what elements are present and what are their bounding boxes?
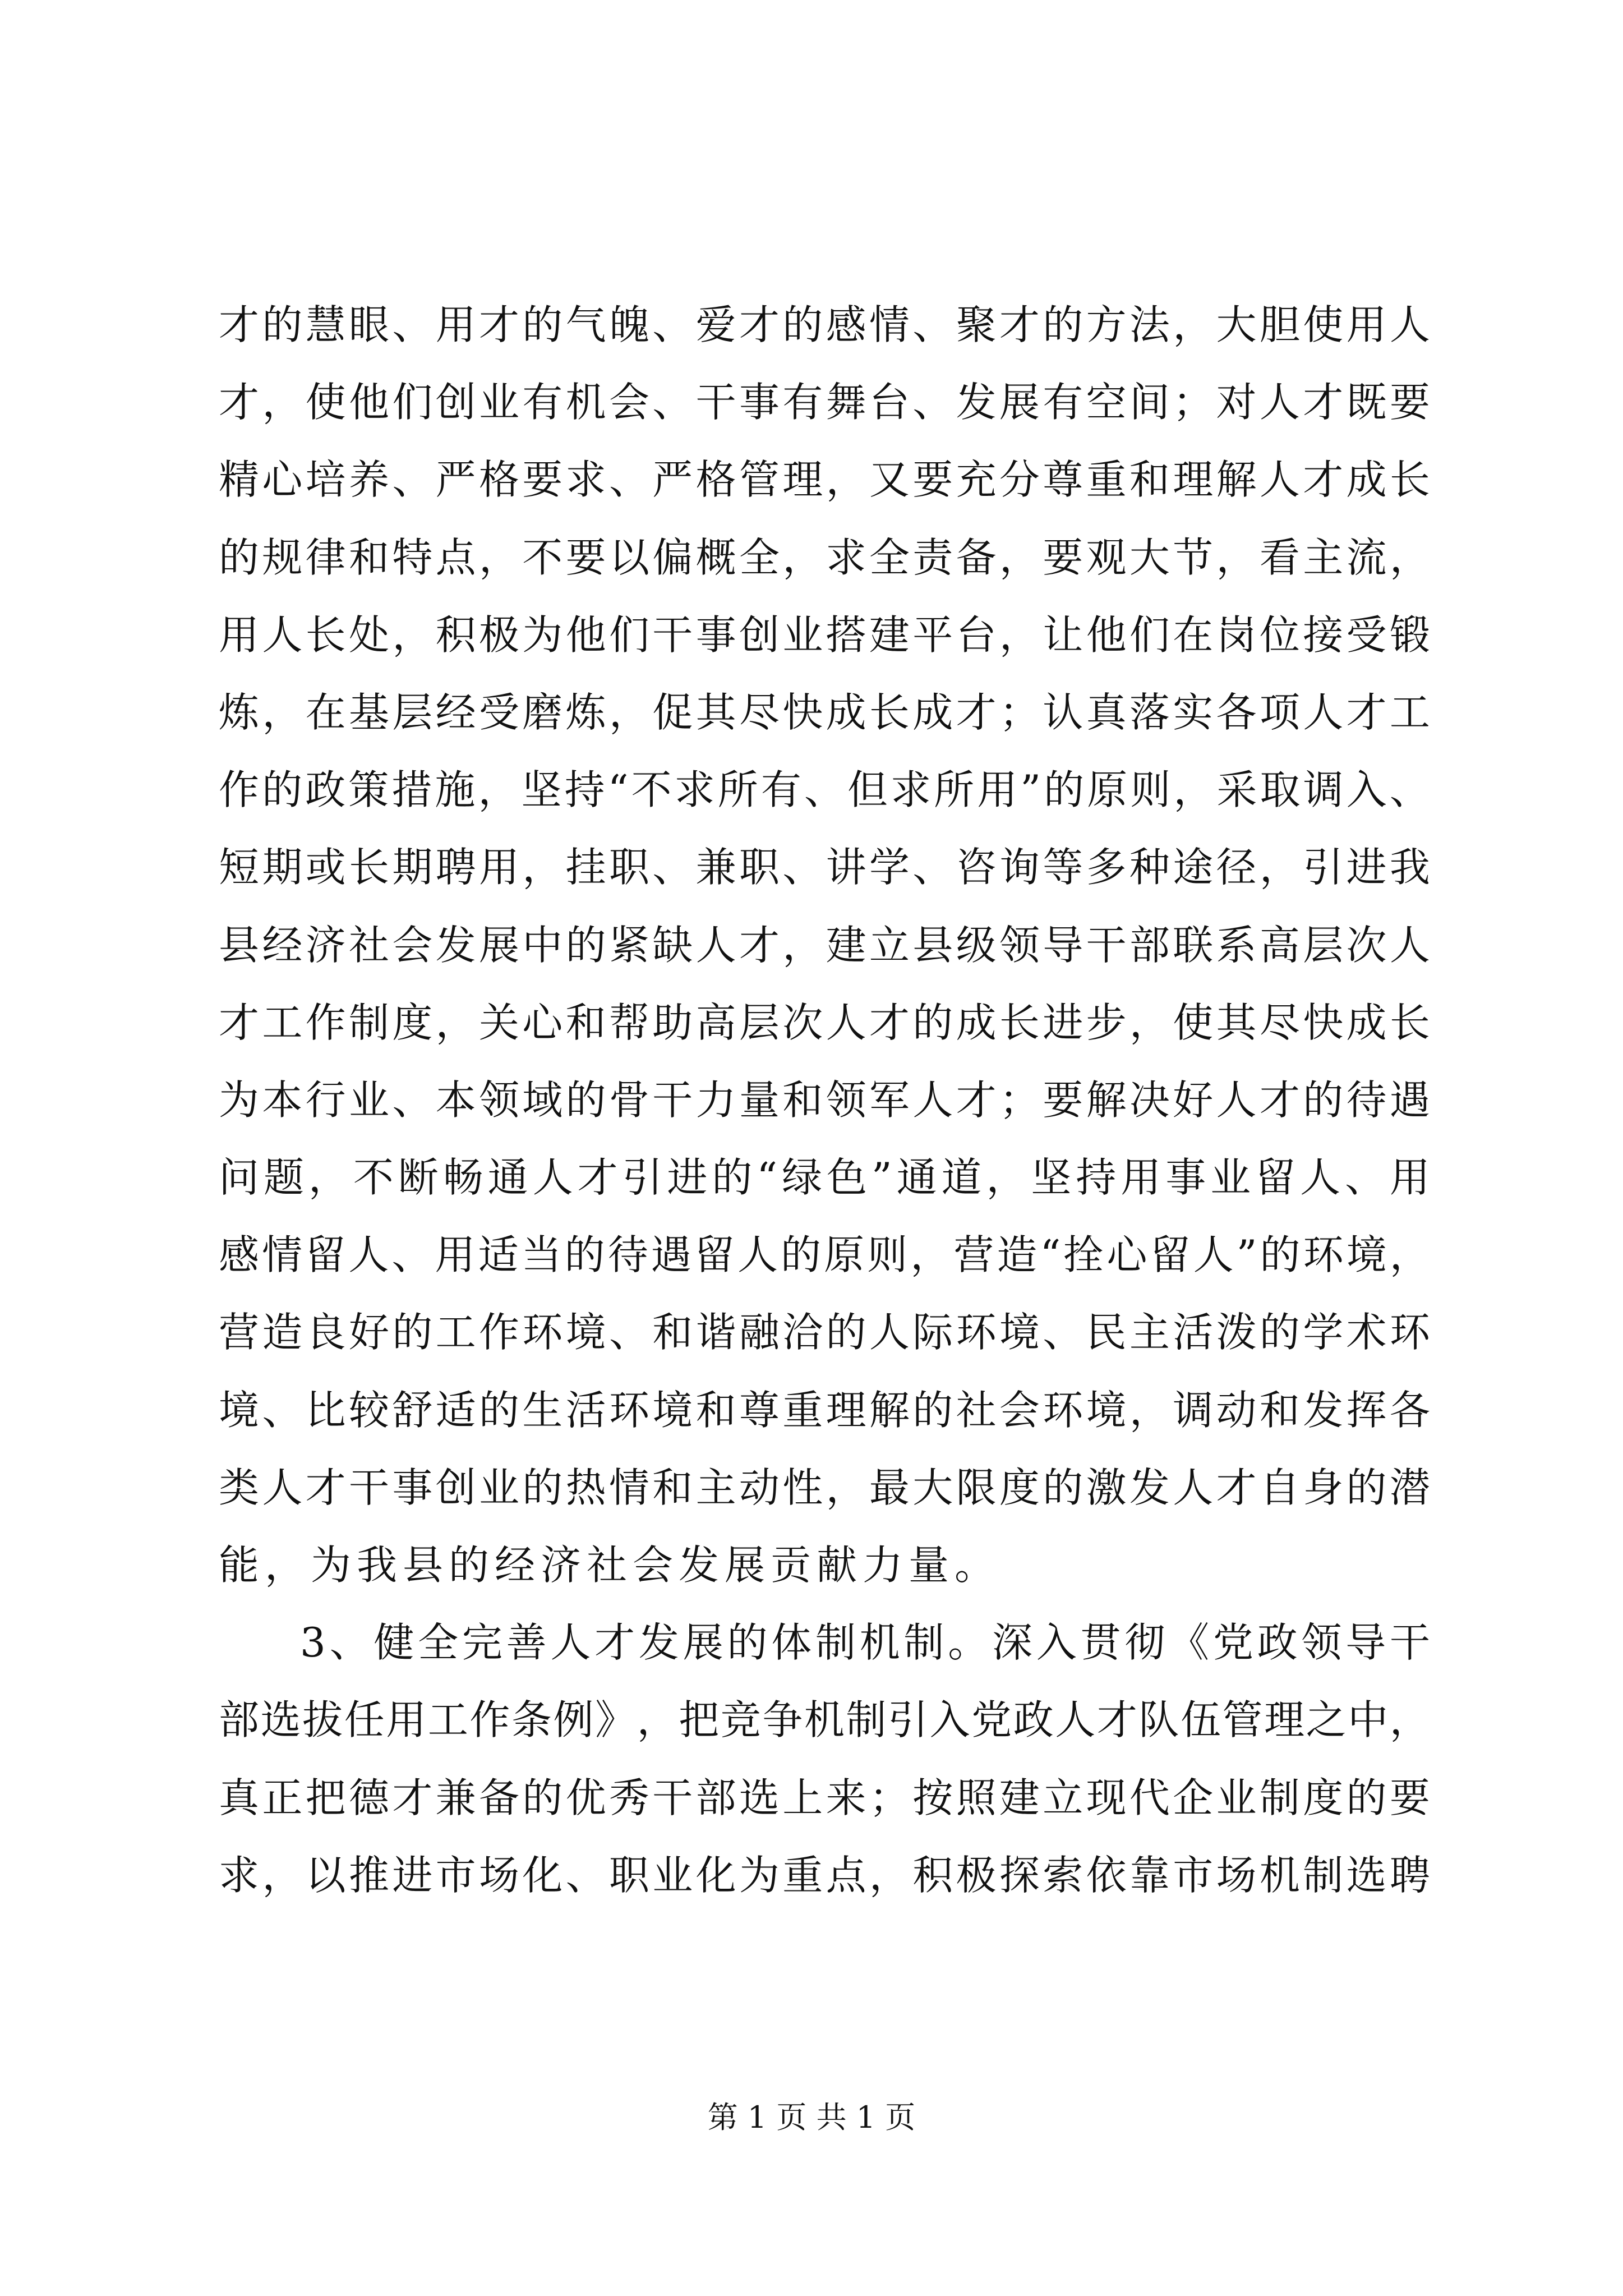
text-line: 县 经 济 社 会 发 展 中 的 紧 缺 人 才 ， 建 立 县 级 领 导 干 部 联 系 高 层 次 人 bbox=[219, 921, 1430, 969]
text-line: 感 情 留 人 、 用 适 当 的 待 遇 留 人 的 原 则 ， 营 造 “ 拴 心 留 人 ” 的 环 境 ， bbox=[219, 1231, 1430, 1279]
text-line: 精 心 培 养 、 严 格 要 求 、 严 格 管 理 ， 又 要 充 分 尊 重 和 理 解 人 才 成 长 bbox=[219, 456, 1430, 504]
text-line: 才 ， 使 他 们 创 业 有 机 会 、 干 事 有 舞 台 、 发 展 有 空 间 ； 对 人 才 既 要 bbox=[219, 379, 1430, 426]
text-line: 短 期 或 长 期 聘 用 ， 挂 职 、 兼 职 、 讲 学 、 咨 询 等 多 种 途 径 ， 引 进 我 bbox=[219, 844, 1430, 891]
text-line: 求 ， 以 推 进 市 场 化 、 职 业 化 为 重 点 ， 积 极 探 索 依 靠 市 场 机 制 选 聘 bbox=[219, 1851, 1430, 1899]
text-line: 才 的 慧 眼 、 用 才 的 气 魄 、 爱 才 的 感 情 、 聚 才 的 方 法 ， 大 胆 使 用 人 bbox=[219, 301, 1430, 348]
text-line: 部 选 拔 任 用 工 作 条 例 》 ， 把 竞 争 机 制 引 入 党 政 人 才 队 伍 管 理 之 中 ， bbox=[219, 1696, 1430, 1744]
text-line: 类 人 才 干 事 创 业 的 热 情 和 主 动 性 ， 最 大 限 度 的 激 发 人 才 自 身 的 潜 bbox=[219, 1464, 1430, 1511]
text-line: 营 造 良 好 的 工 作 环 境 、 和 谐 融 洽 的 人 际 环 境 、 民 主 活 泼 的 学 术 环 bbox=[219, 1309, 1430, 1356]
text-line: 的 规 律 和 特 点 ， 不 要 以 偏 概 全 ， 求 全 责 备 ， 要 观 大 节 ， 看 主 流 ， bbox=[219, 533, 1430, 581]
text-line: 才 工 作 制 度 ， 关 心 和 帮 助 高 层 次 人 才 的 成 长 进 步 ， 使 其 尽 快 成 长 bbox=[219, 999, 1430, 1046]
text-line: 真 正 把 德 才 兼 备 的 优 秀 干 部 选 上 来 ； 按 照 建 立 现 代 企 业 制 度 的 要 bbox=[219, 1774, 1430, 1821]
document-body bbox=[219, 286, 1430, 1914]
section-heading-line: 3 、 健 全 完 善 人 才 发 展 的 体 制 机 制 。 深 入 贯 彻 《 党 政 领 导 干 bbox=[300, 1619, 1430, 1667]
page-footer: 第 1 页 共 1 页 bbox=[707, 2100, 916, 2135]
text-line: 作 的 政 策 措 施 ， 坚 持 “ 不 求 所 有 、 但 求 所 用 ” 的 原 则 ， 采 取 调 入 、 bbox=[219, 766, 1430, 814]
paragraph-end-line: 能，为我县的经济社会发展贡献力量。 bbox=[219, 1542, 1001, 1589]
text-line: 问 题 ， 不 断 畅 通 人 才 引 进 的 “ 绿 色 ” 通 道 ， 坚 持 用 事 业 留 人 、 用 bbox=[219, 1154, 1430, 1202]
text-line: 炼 ， 在 基 层 经 受 磨 炼 ， 促 其 尽 快 成 长 成 才 ； 认 真 落 实 各 项 人 才 工 bbox=[219, 688, 1430, 736]
text-line: 用 人 长 处 ， 积 极 为 他 们 干 事 创 业 搭 建 平 台 ， 让 他 们 在 岗 位 接 受 锻 bbox=[219, 611, 1430, 659]
text-line: 为 本 行 业 、 本 领 域 的 骨 干 力 量 和 领 军 人 才 ； 要 解 决 好 人 才 的 待 遇 bbox=[219, 1076, 1430, 1124]
text-line: 境 、 比 较 舒 适 的 生 活 环 境 和 尊 重 理 解 的 社 会 环 境 ， 调 动 和 发 挥 各 bbox=[219, 1386, 1430, 1434]
